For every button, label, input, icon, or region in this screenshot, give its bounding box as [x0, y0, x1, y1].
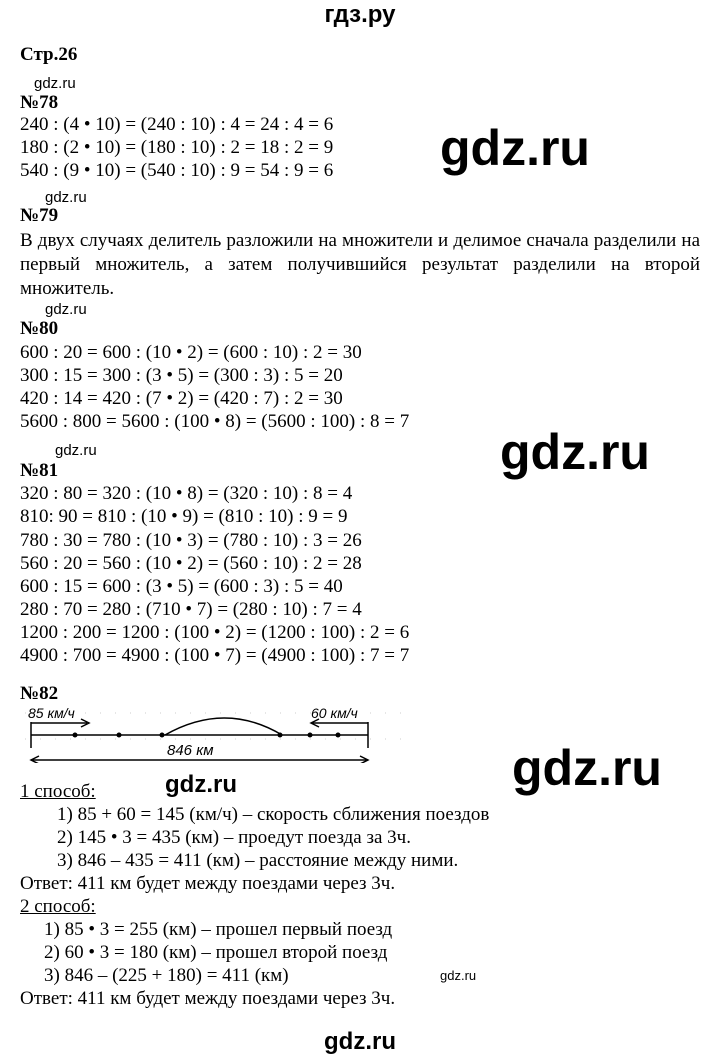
speed-2-label: 60 км/ч — [311, 705, 358, 721]
watermark: gdz.ru — [45, 189, 87, 206]
footer-watermark: gdz.ru — [324, 1028, 396, 1055]
task-78-line: 240 : (4 • 10) = (240 : 10) : 4 = 24 : 4 = 6 — [20, 114, 334, 135]
task-79-text: В двух случаях делитель разложили на множители и делимое сначала разделили на первый множитель, а затем получившийся результат разделили на второй множитель. — [20, 230, 700, 299]
task-81-line: 810: 90 = 810 : (10 • 9) = (810 : 10) : 9 = 9 — [20, 506, 348, 527]
task-78-title: №78 — [20, 92, 59, 113]
watermark: gdz.ru — [45, 301, 87, 318]
method-1-step: 1) 85 + 60 = 145 (км/ч) – скорость сближения поездов — [57, 804, 490, 825]
task-78-line: 540 : (9 • 10) = (540 : 10) : 9 = 54 : 9 = 6 — [20, 160, 334, 181]
task-81-line: 780 : 30 = 780 : (10 • 3) = (780 : 10) : 3 = 26 — [20, 530, 362, 551]
watermark: gdz.ru — [55, 442, 97, 459]
task-78-line: 180 : (2 • 10) = (180 : 10) : 2 = 18 : 2 = 9 — [20, 137, 334, 158]
method-2-answer: Ответ: 411 км будет между поездами через 3ч. — [20, 988, 396, 1009]
method-1-step: 2) 145 • 3 = 435 (км) – проедут поезда за 3ч. — [57, 827, 411, 848]
method-2-step: 3) 846 – (225 + 180) = 411 (км) — [44, 965, 289, 986]
watermark: gdz.ru — [500, 424, 650, 480]
method-1-step: 3) 846 – 435 = 411 (км) – расстояние между ними. — [57, 850, 459, 871]
task-81-line: 280 : 70 = 280 : (710 • 7) = (280 : 10) : 7 = 4 — [20, 599, 362, 620]
task-80-title: №80 — [20, 318, 59, 339]
task-80-line: 600 : 20 = 600 : (10 • 2) = (600 : 10) : 2 = 30 — [20, 342, 362, 363]
distance-label: 846 км — [167, 742, 214, 759]
site-header: гдз.ру — [324, 1, 396, 28]
speed-1-label: 85 км/ч — [28, 705, 75, 721]
method-2-step: 1) 85 • 3 = 255 (км) – прошел первый поезд — [44, 919, 393, 940]
task-81-line: 4900 : 700 = 4900 : (100 • 7) = (4900 : 100) : 7 = 7 — [20, 645, 410, 666]
task-81-title: №81 — [20, 460, 59, 481]
task-82-title: №82 — [20, 683, 59, 704]
task-80-line: 5600 : 800 = 5600 : (100 • 8) = (5600 : 100) : 8 = 7 — [20, 411, 410, 432]
watermark: gdz.ru — [165, 771, 237, 798]
method-1-label: 1 способ: — [20, 781, 96, 802]
page-number: Стр.26 — [20, 44, 78, 65]
method-1-answer: Ответ: 411 км будет между поездами через 3ч. — [20, 873, 396, 894]
method-2-label: 2 способ: — [20, 896, 96, 917]
method-2-step: 2) 60 • 3 = 180 (км) – прошел второй поезд — [44, 942, 388, 963]
task-79-title: №79 — [20, 205, 59, 226]
task-81-line: 600 : 15 = 600 : (3 • 5) = (600 : 3) : 5 = 40 — [20, 576, 343, 597]
watermark: gdz.ru — [512, 740, 662, 796]
task-81-line: 1200 : 200 = 1200 : (100 • 2) = (1200 : 100) : 2 = 6 — [20, 622, 410, 643]
watermark: gdz.ru — [440, 968, 477, 983]
task-80-line: 420 : 14 = 420 : (7 • 2) = (420 : 7) : 2 = 30 — [20, 388, 343, 409]
task-80-line: 300 : 15 = 300 : (3 • 5) = (300 : 3) : 5 = 20 — [20, 365, 343, 386]
train-diagram — [25, 703, 405, 763]
watermark: gdz.ru — [440, 120, 590, 176]
task-81-line: 320 : 80 = 320 : (10 • 8) = (320 : 10) : 8 = 4 — [20, 483, 353, 504]
watermark: gdz.ru — [34, 75, 76, 92]
task-81-line: 560 : 20 = 560 : (10 • 2) = (560 : 10) : 2 = 28 — [20, 553, 362, 574]
